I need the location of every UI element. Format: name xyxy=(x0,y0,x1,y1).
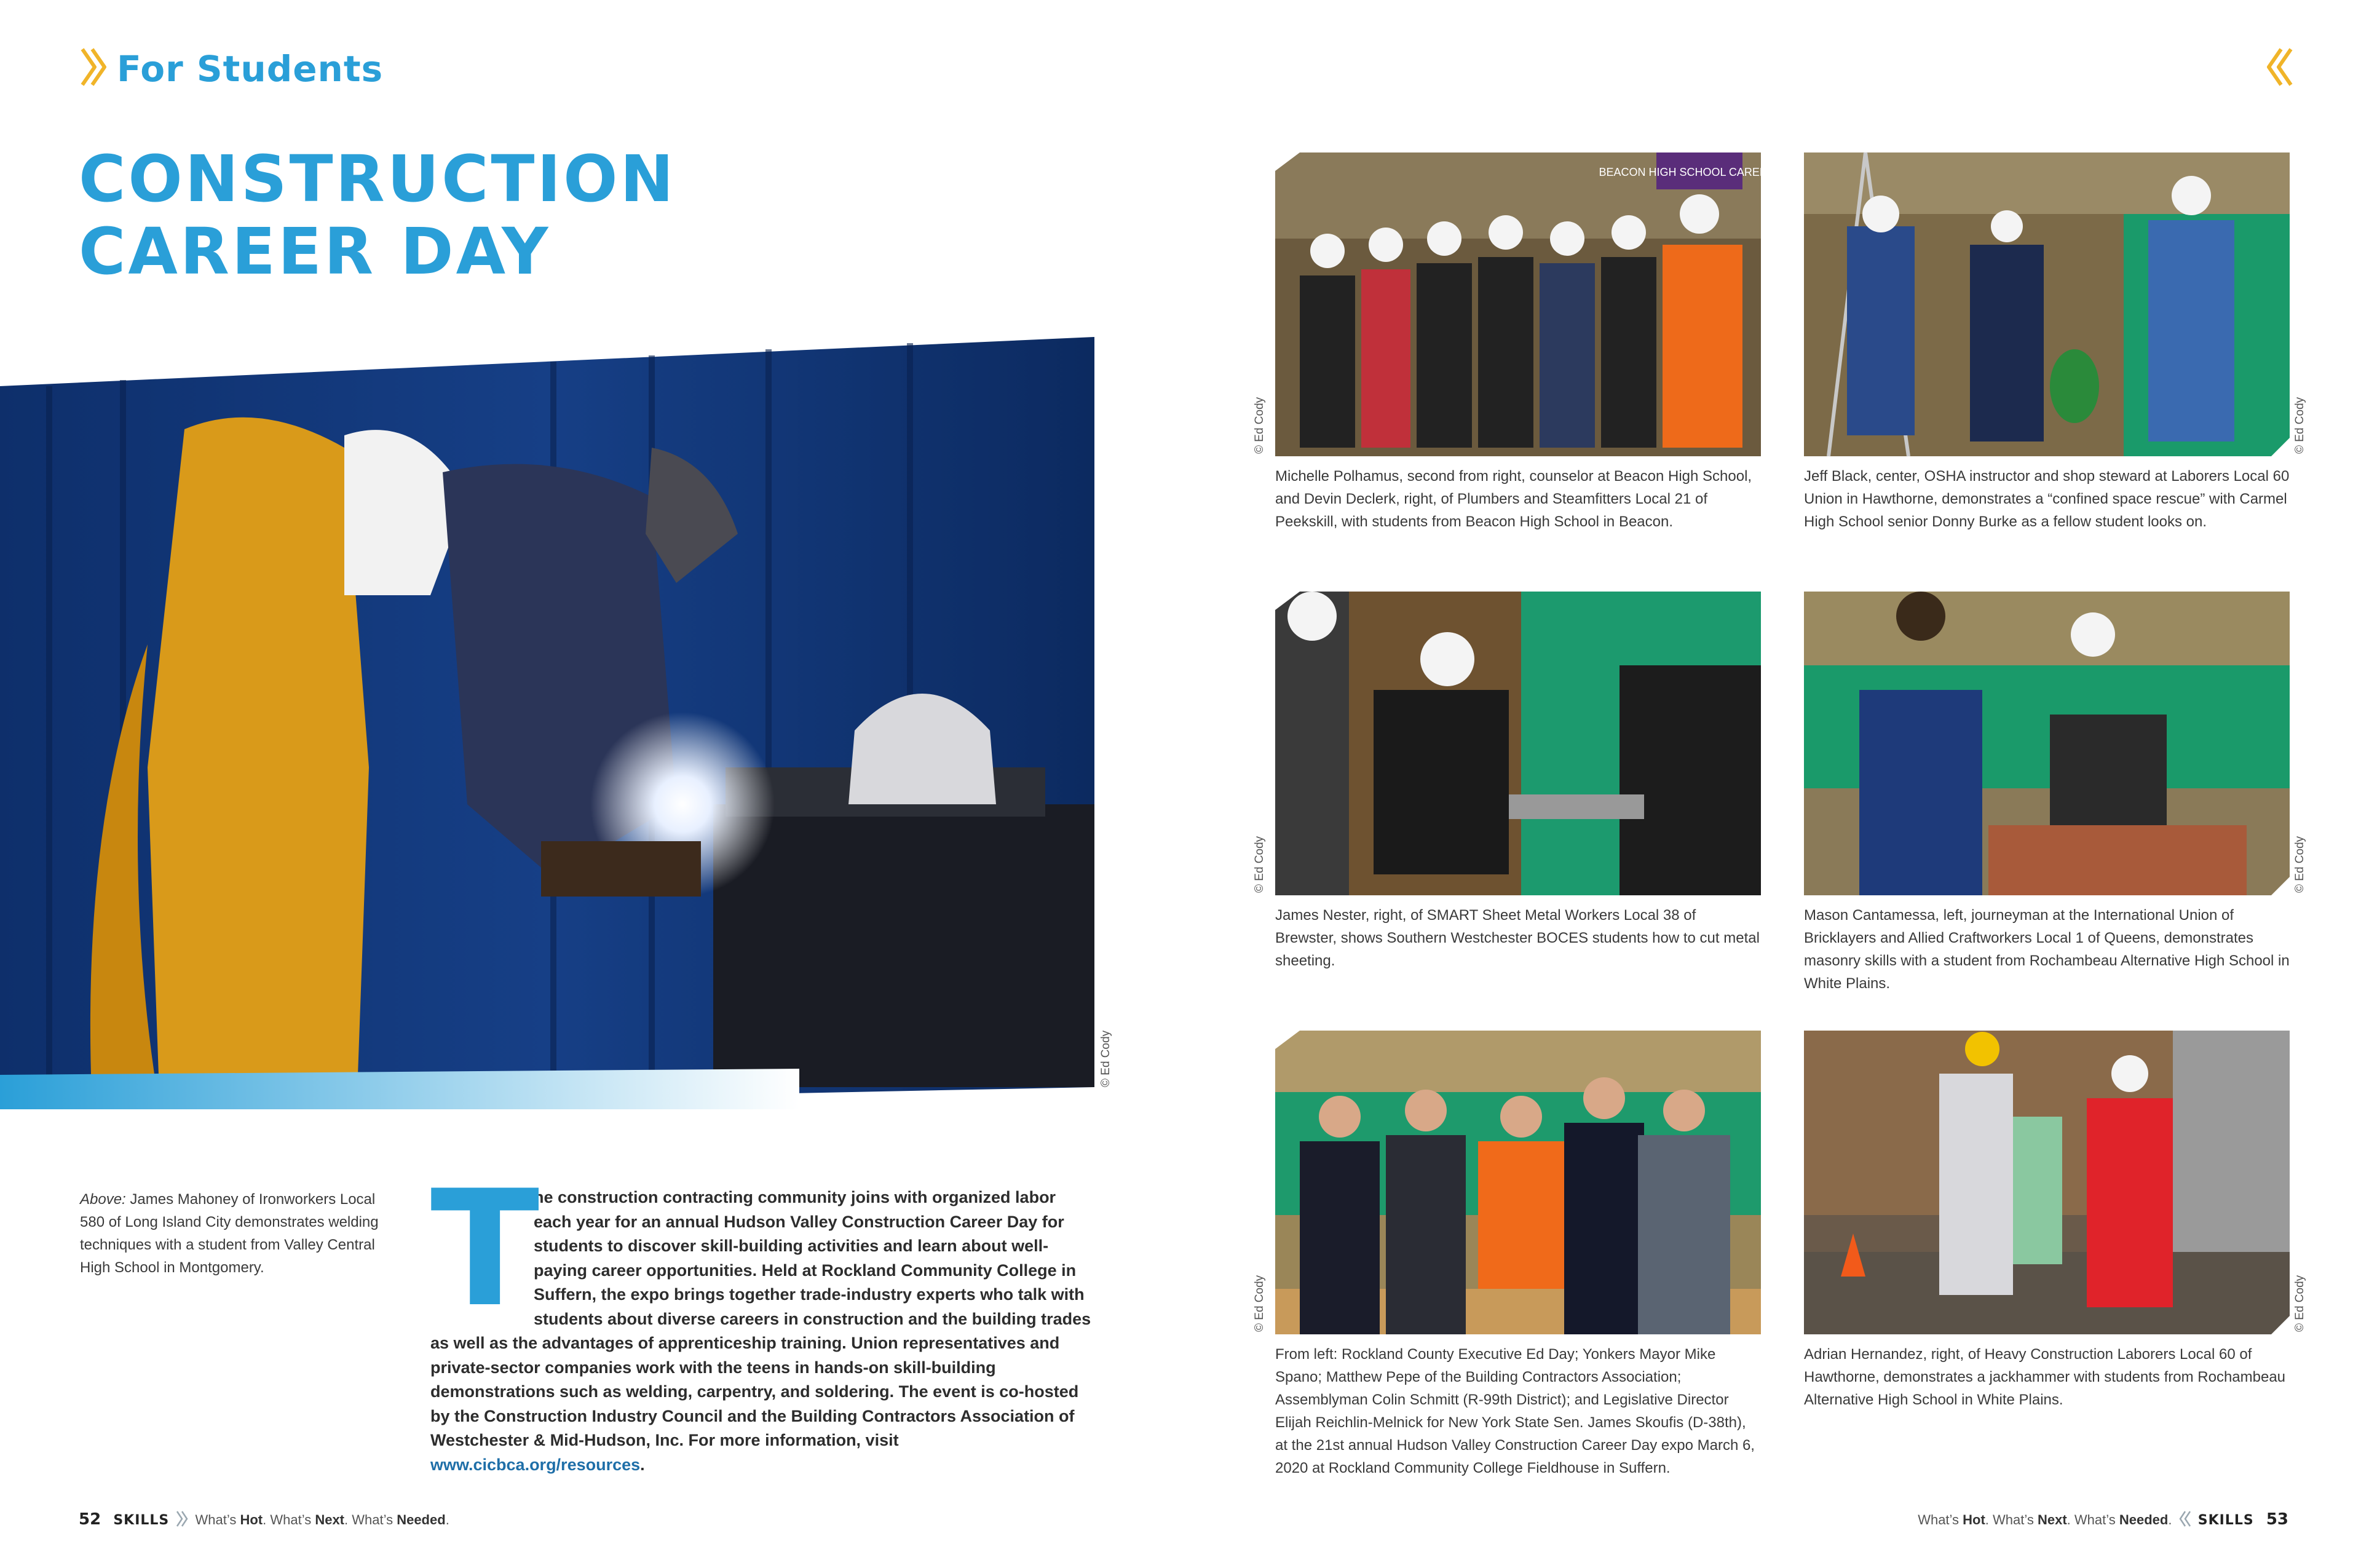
photo-credit: © Ed Cody xyxy=(2293,836,2306,893)
photo-masonry xyxy=(1804,592,2290,895)
drop-cap: T xyxy=(430,1157,540,1342)
photo-credit: © Ed Cody xyxy=(1253,397,1266,454)
photo-caption-5: From left: Rockland County Executive Ed Day; Yonkers Mayor Mike Spano; Matthew Pepe of the Building Contractors Association; Assemblyman Colin Schmitt (R-99th District); and Legislative Director Elijah Reichlin-Melnick for New York State Sen. James Skoufis (D-38th), at the 21st annual Hudson Valley Construction Career Day expo March 6, 2020 at Rockland Community College Fieldhouse in Suffern. xyxy=(1275,1346,1755,1476)
caption-text: James Mahoney of Ironworkers Local 580 of Long Island City demonstrates welding techniques with a student from Valley Central High School in Montgomery. xyxy=(80,1191,379,1276)
chevron-left-icon xyxy=(2263,47,2295,87)
title-line-1: CONSTRUCTION xyxy=(79,141,676,216)
photo-caption-6: Adrian Hernandez, right, of Heavy Construction Laborers Local 60 of Hawthorne, demonstrates a jackhammer with students from Rochambeau Alternative High School in White Plains. xyxy=(1804,1346,2286,1408)
main-photo xyxy=(0,337,1094,1109)
photo-beacon-students xyxy=(1275,152,1800,456)
svg-text:BEACON HIGH SCHOOL CAREER DAY: BEACON HIGH SCHOOL CAREER DAY xyxy=(1599,166,1800,178)
page-number-left: 52 xyxy=(79,1510,101,1529)
photo-jackhammer xyxy=(1804,1031,2290,1334)
resources-link[interactable]: www.cicbca.org/resources xyxy=(430,1455,641,1474)
page-number-right: 53 xyxy=(2266,1510,2288,1529)
photo-caption-1: Michelle Polhamus, second from right, counselor at Beacon High School, and Devin Declerk, right, of Plumbers and Steamfitters Local 21 of Peekskill, with students from Beacon High School in Beacon. xyxy=(1275,468,1752,530)
skills-logo: SKILLS xyxy=(2197,1513,2254,1528)
photo-sheet-metal xyxy=(1275,592,1761,895)
photo-officials xyxy=(1275,1031,1761,1334)
photo-credit: © Ed Cody xyxy=(2293,1275,2306,1332)
section-label: For Students xyxy=(117,48,384,90)
chevron-left-icon xyxy=(2178,1510,2192,1527)
footer-left: 52 SKILLS What’s Hot. What’s Next. What’s Needed. xyxy=(79,1510,449,1529)
photo-credit: © Ed Cody xyxy=(1099,1030,1112,1087)
chevron-right-icon xyxy=(175,1510,189,1527)
photo-credit: © Ed Cody xyxy=(1253,836,1266,893)
footer-right: What’s Hot. What’s Next. What’s Needed. SKILLS 53 xyxy=(1918,1510,2288,1529)
article-body xyxy=(430,1157,1094,1477)
photo-credit: © Ed Cody xyxy=(2293,397,2306,454)
photo-confined-space xyxy=(1804,152,2290,456)
chevron-right-icon xyxy=(79,47,111,87)
photo-caption-3: James Nester, right, of SMART Sheet Metal Workers Local 38 of Brewster, shows Southern Westchester BOCES students how to cut metal sheeting. xyxy=(1275,907,1760,969)
article-end: . xyxy=(640,1455,645,1474)
photo-caption-2: Jeff Black, center, OSHA instructor and shop steward at Laborers Local 60 Union in Hawthorne, demonstrates a “confined space rescue” with Carmel High School senior Donny Burke as a fellow student looks on. xyxy=(1804,468,2290,530)
photo-caption-4: Mason Cantamessa, left, journeyman at the International Union of Bricklayers and Allied Craftworkers Local 1 of Queens, demonstrates masonry skills with a student from Rochambeau Alternative High School in White Plains. xyxy=(1804,907,2290,992)
main-photo-caption xyxy=(80,1188,400,1279)
title-line-2: CAREER DAY xyxy=(79,214,551,289)
caption-prefix: Above: xyxy=(80,1191,126,1208)
skills-logo: SKILLS xyxy=(113,1513,170,1528)
article-text: he construction contracting community joins with organized labor each year for an annual Hudson Valley Construction Career Day for students to discover skill-building activities and learn about well-paying career opportunities. Held at Rockland Community College in Suffern, the expo brings together trade-industry experts who talk with students about diverse careers in construction and the building trades as well as the advantages of apprenticeship training. Union representatives and private-sector companies work with the teens in hands-on skill-building demonstrations such as welding, carpentry, and soldering. The event is co-hosted by the Construction Industry Council and the Building Contractors Association of Westchester & Mid-Hudson, Inc. For more information, visit xyxy=(430,1188,1091,1449)
page-title xyxy=(79,143,676,288)
photo-credit: © Ed Cody xyxy=(1253,1275,1266,1332)
